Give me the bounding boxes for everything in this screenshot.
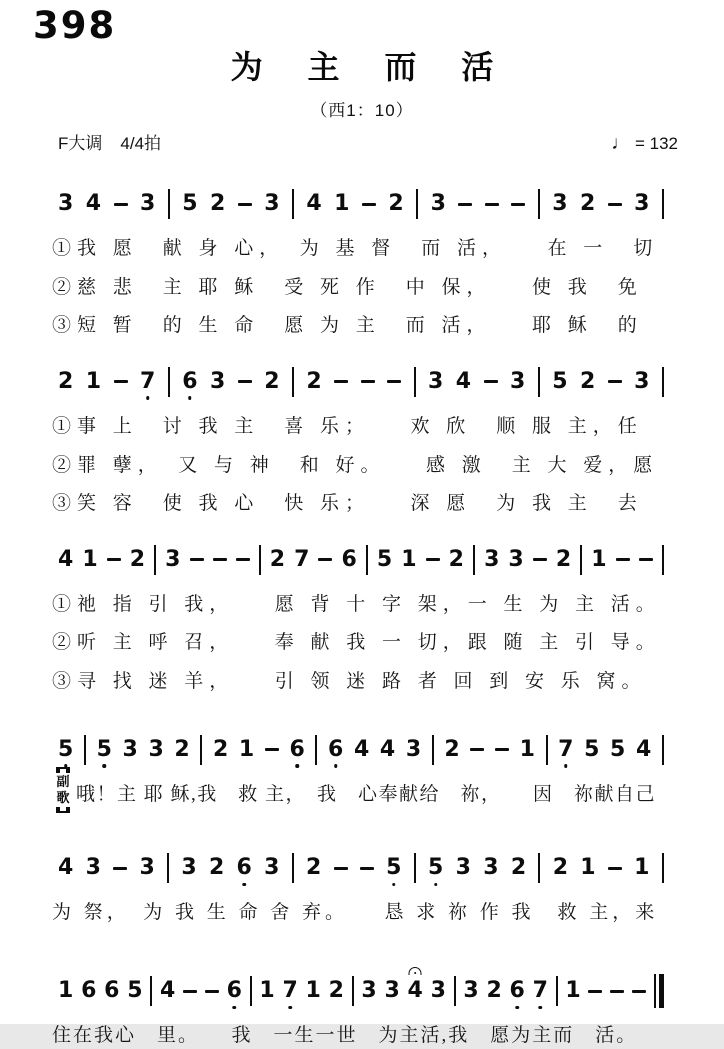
- duration-dash: [361, 380, 375, 383]
- duration-dash: [426, 558, 440, 561]
- note: 1: [259, 978, 275, 1004]
- note: 2: [448, 546, 464, 572]
- duration-dash: [470, 748, 484, 751]
- note: 2: [58, 368, 74, 394]
- meta-row: [58, 129, 678, 155]
- low-octave-dot: [102, 764, 106, 768]
- barline: [292, 853, 294, 883]
- music-system: [52, 849, 670, 926]
- note: 2: [209, 191, 226, 216]
- low-octave-dot: [538, 1006, 542, 1010]
- duration-dash: [183, 990, 197, 993]
- duration-dash: [205, 990, 219, 993]
- lyric-line: 为 祭， 为 我 生 命 舍 弃。 恳 求 祢 作 我 救 主，来: [52, 902, 659, 924]
- note: 3: [122, 736, 138, 762]
- note: 1: [305, 978, 321, 1004]
- note: 3: [165, 546, 181, 572]
- duration-dash: [458, 203, 472, 206]
- note: 3: [483, 855, 499, 881]
- note: 3: [484, 546, 500, 572]
- note: 3: [508, 546, 524, 572]
- note: 2: [579, 368, 596, 394]
- final-barline: [654, 974, 664, 1008]
- note: 2: [388, 191, 404, 216]
- note: 4: [379, 736, 396, 762]
- note: 7: [282, 980, 297, 1002]
- note: 2: [579, 191, 596, 216]
- bracket-top-icon: [56, 767, 70, 773]
- low-octave-dot: [295, 764, 299, 768]
- note: 3: [361, 978, 377, 1004]
- barline: [150, 976, 152, 1006]
- duration-dash: [533, 558, 547, 561]
- note: 7: [533, 980, 548, 1002]
- duration-dash: [113, 867, 127, 870]
- hymn-title: 为 主 而 活: [230, 49, 512, 85]
- duration-dash: [238, 203, 252, 206]
- duration-dash: [588, 990, 602, 993]
- note: 2: [269, 546, 286, 572]
- note: 5: [584, 736, 600, 762]
- low-octave-dot: [434, 883, 438, 887]
- note: 4: [85, 191, 102, 216]
- note: 3: [384, 978, 400, 1004]
- duration-dash: [616, 558, 630, 561]
- note: 3: [634, 368, 650, 394]
- note: 6: [237, 857, 252, 879]
- low-octave-dot: [392, 883, 396, 887]
- barline: [454, 976, 456, 1006]
- note: 2: [306, 368, 322, 394]
- lyric-line: 住在我心 里。 我 一生一世 为主活,我 愿为主而 活。: [52, 1025, 638, 1047]
- duration-dash: [495, 748, 509, 751]
- note: 3: [85, 855, 101, 881]
- lyric-line: ②慈 悲 主 耶 稣 受 死 作 中 保， 使 我 免: [52, 276, 643, 298]
- barline: [366, 545, 368, 575]
- time-signature: 4/4拍: [120, 134, 162, 153]
- barline: [84, 735, 86, 765]
- note: 2: [212, 736, 229, 762]
- note: 4: [58, 546, 74, 572]
- note: 2: [555, 546, 572, 572]
- duration-dash: [485, 203, 499, 206]
- barline: [662, 367, 664, 397]
- lyric-line: ②听 主 呼 召， 奉 献 我 一 切，跟 随 主 引 导。: [52, 632, 661, 654]
- low-octave-dot: [288, 1006, 292, 1010]
- note: 5: [182, 191, 198, 216]
- duration-dash: [608, 380, 622, 383]
- barline: [315, 735, 317, 765]
- barline: [292, 189, 294, 219]
- note: 5: [610, 736, 626, 762]
- note: 5: [376, 546, 393, 572]
- duration-dash: [114, 203, 128, 206]
- chorus-system: [52, 731, 670, 808]
- note: 4: [58, 855, 74, 881]
- note: 6: [341, 546, 357, 572]
- lyric-line: ①祂 指 引 我， 愿 背 十 字 架，一 生 为 主 活。: [52, 593, 661, 615]
- barline: [414, 853, 416, 883]
- lyric-line: ①我 愿 献 身 心， 为 基 督 而 活， 在 一 切: [52, 238, 659, 259]
- notation-line: [52, 849, 670, 887]
- lyric-line: ③短 暂 的 生 命 愿 为 主 而 活， 耶 稣 的: [52, 315, 643, 337]
- duration-dash: [387, 380, 401, 383]
- note: 6: [182, 371, 197, 393]
- hymn-number: 398: [33, 4, 117, 47]
- barline: [662, 735, 664, 765]
- duration-dash: [238, 380, 252, 383]
- note: 3: [430, 191, 446, 216]
- duration-dash: [608, 867, 622, 870]
- note: 3: [139, 191, 156, 216]
- duration-dash: [236, 558, 250, 561]
- music-system: [52, 363, 670, 517]
- low-octave-dot: [515, 1006, 519, 1010]
- music-systems: [52, 185, 670, 1049]
- note: 3: [455, 855, 471, 881]
- note: 5: [428, 857, 443, 879]
- note: 3: [509, 368, 526, 394]
- note: 3: [181, 855, 197, 881]
- barline: [538, 853, 540, 883]
- music-system: [52, 972, 670, 1049]
- note: 1: [565, 978, 581, 1004]
- barline: [432, 735, 434, 765]
- note: 6: [289, 739, 304, 761]
- note: 1: [58, 978, 74, 1004]
- note: 3: [405, 736, 422, 762]
- chorus-label-char: 歌: [56, 790, 70, 806]
- barline: [662, 853, 664, 883]
- notation-line: [52, 972, 670, 1010]
- note: 3: [427, 368, 444, 394]
- note: 6: [81, 978, 97, 1004]
- barline: [580, 545, 582, 575]
- barline: [662, 189, 664, 219]
- music-system: [52, 185, 670, 339]
- lyric-line: ③笑 容 使 我 心 快 乐； 深 愿 为 我 主 去: [52, 493, 643, 515]
- note: 4: [635, 736, 652, 762]
- note: 6: [510, 980, 525, 1002]
- note: 1: [401, 546, 417, 572]
- lyric-line: ③寻 找 迷 羊， 引 领 迷 路 者 回 到 安 乐 窝。: [52, 671, 647, 693]
- barline: [259, 545, 261, 575]
- note: 1: [334, 191, 350, 216]
- barline: [352, 976, 354, 1006]
- note: 5: [552, 368, 568, 394]
- note: 2: [486, 978, 502, 1004]
- barline: [168, 367, 170, 397]
- note: 3: [552, 191, 568, 216]
- barline: [473, 545, 475, 575]
- note: 6: [328, 739, 343, 761]
- duration-dash: [190, 558, 204, 561]
- tempo-value: = 132: [634, 134, 678, 153]
- note: 4: [353, 736, 370, 762]
- key-signature: F大调: [58, 134, 103, 153]
- note: 3: [148, 736, 164, 762]
- note: 3: [264, 855, 280, 881]
- note: 1: [82, 546, 98, 572]
- note: 2: [174, 736, 190, 762]
- key-time-signature: [58, 129, 161, 154]
- note: 6: [104, 978, 120, 1004]
- note: 1: [591, 546, 607, 572]
- duration-dash: [362, 203, 376, 206]
- notation-line: [52, 731, 670, 769]
- note: 3: [430, 978, 446, 1004]
- note: 4: [160, 978, 176, 1004]
- low-octave-dot: [242, 883, 246, 887]
- note: 5: [127, 978, 143, 1004]
- note: 4: [306, 191, 322, 216]
- note: 2: [129, 546, 146, 572]
- note: 2: [306, 855, 322, 881]
- duration-dash: [632, 990, 646, 993]
- note: 5: [58, 739, 73, 761]
- note: 5: [386, 857, 401, 879]
- duration-dash: [608, 203, 622, 206]
- duration-dash: [107, 558, 121, 561]
- note: 1: [634, 855, 650, 881]
- note: 4: [455, 368, 472, 394]
- note: 1: [519, 736, 535, 762]
- chorus-label-char: 副: [56, 773, 70, 789]
- barline: [662, 545, 664, 575]
- barline: [414, 367, 416, 397]
- note: 7: [294, 546, 310, 572]
- note: 3: [264, 191, 280, 216]
- barline: [538, 189, 540, 219]
- note: 2: [510, 855, 527, 881]
- barline: [200, 735, 202, 765]
- duration-dash: [213, 558, 227, 561]
- barline: [556, 976, 558, 1006]
- note: 7: [140, 371, 155, 393]
- note: 3: [139, 855, 155, 881]
- duration-dash: [484, 380, 498, 383]
- bracket-bottom-icon: [56, 807, 70, 813]
- chorus-lyric-line: 哦！主 耶 稣,我 救 主， 我 心奉献给 祢， 因 祢献自己: [76, 783, 657, 805]
- scripture-reference: （西1：10）: [310, 101, 414, 120]
- fermata-icon: [409, 967, 422, 975]
- lyric-line: ①事 上 讨 我 主 喜 乐； 欢 欣 顺 服 主，任: [52, 415, 643, 437]
- barline: [538, 367, 540, 397]
- note: 2: [552, 855, 568, 881]
- low-octave-dot: [146, 396, 150, 400]
- duration-dash: [318, 558, 332, 561]
- note: 6: [227, 980, 242, 1002]
- duration-dash: [265, 748, 279, 751]
- duration-dash: [511, 203, 525, 206]
- notation-line: [52, 363, 670, 401]
- notation-line: [52, 185, 670, 223]
- note: 2: [328, 978, 344, 1004]
- duration-dash: [639, 558, 653, 561]
- note: 3: [463, 978, 479, 1004]
- note: 2: [444, 736, 460, 762]
- note: 3: [58, 191, 74, 216]
- note: 3: [634, 191, 650, 216]
- duration-dash: [114, 380, 128, 383]
- low-octave-dot: [564, 764, 568, 768]
- lyric-line: ②罪 孽， 又 与 神 和 好。 感 激 主 大 爱，愿: [52, 454, 659, 476]
- low-octave-dot: [232, 1006, 236, 1010]
- duration-dash: [334, 380, 348, 383]
- note: 5: [97, 739, 112, 761]
- tempo-marking: [611, 133, 678, 155]
- barline: [416, 189, 418, 219]
- note: 1: [85, 368, 102, 394]
- chorus-label: [54, 767, 72, 813]
- quarter-note-icon: ♩: [611, 133, 631, 154]
- note: 1: [238, 736, 255, 762]
- barline: [168, 189, 170, 219]
- music-system: [52, 541, 670, 695]
- note: 3: [209, 368, 226, 394]
- barline: [546, 735, 548, 765]
- note: 7: [558, 739, 573, 761]
- barline: [154, 545, 156, 575]
- barline: [167, 853, 169, 883]
- duration-dash: [334, 867, 348, 870]
- duration-dash: [610, 990, 624, 993]
- barline: [250, 976, 252, 1006]
- barline: [292, 367, 294, 397]
- note: 2: [264, 368, 280, 394]
- note: 1: [580, 855, 596, 881]
- note: 2: [208, 855, 225, 881]
- notation-line: [52, 541, 670, 579]
- note: 4: [408, 980, 423, 1002]
- duration-dash: [360, 867, 374, 870]
- low-octave-dot: [334, 764, 338, 768]
- low-octave-dot: [188, 396, 192, 400]
